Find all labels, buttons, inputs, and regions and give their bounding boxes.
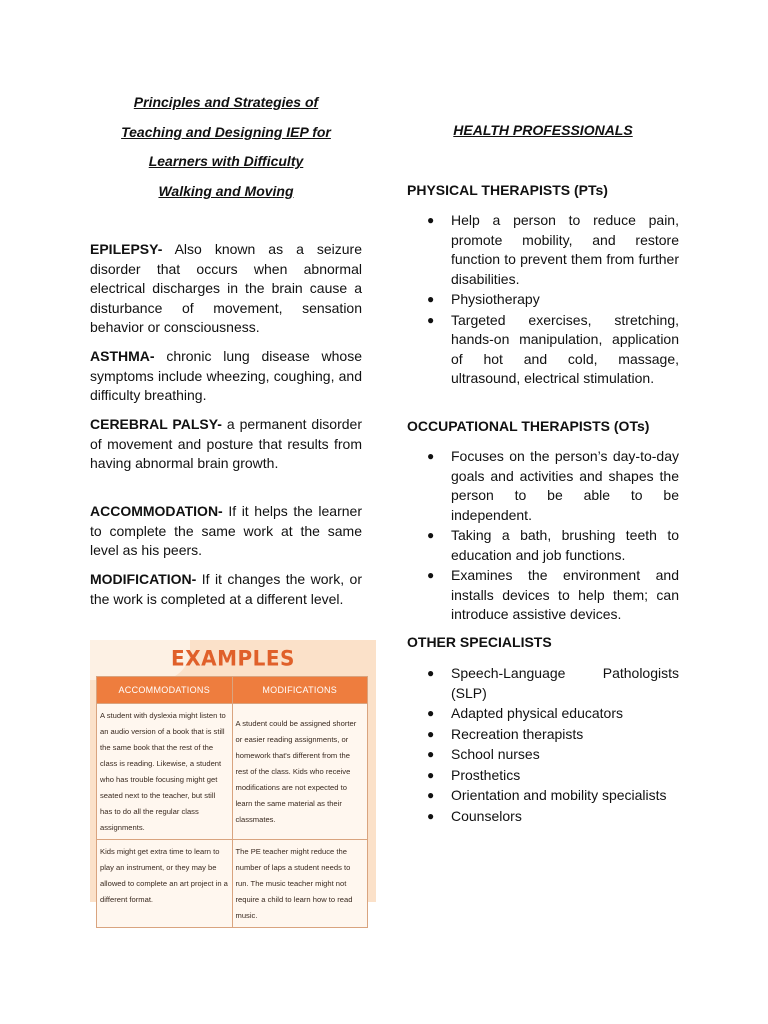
bullet-icon: ● <box>427 568 435 582</box>
bullet-icon: ● <box>427 767 435 782</box>
bullet-icon: ● <box>427 449 435 463</box>
list-item: ● Targeted exercises, stretching, hands-on manipulation, application of hot and cold, massage, ultrasound, electrical stimulation. <box>427 311 679 386</box>
bullet-icon: ● <box>427 726 435 741</box>
term-definition: If it changes the work, or the work is completed at a different level. <box>90 571 362 607</box>
doc-title-line-3: Learners with Difficulty <box>148 153 304 169</box>
term-modification <box>90 570 362 609</box>
bullet-icon: ● <box>427 788 435 802</box>
term-epilepsy <box>90 240 362 338</box>
section-heading-other-specialists: OTHER SPECIALISTS <box>407 634 552 650</box>
bullet-icon: ● <box>427 292 435 306</box>
accommodation-cell: Kids might get extra time to learn to play an instrument, or they may be allowed to complete an art project in a different format. <box>97 840 233 928</box>
term-label: CEREBRAL PALSY- <box>90 416 222 432</box>
list-item: ● Help a person to reduce pain, promote mobility, and restore function to prevent them from further disabilities. <box>427 212 679 287</box>
term-label: MODIFICATION- <box>90 571 197 587</box>
other-specialists-list <box>407 664 679 827</box>
list-item: ● Taking a bath, brushing teeth to education and job functions. <box>427 527 679 563</box>
header-accommodations: ACCOMMODATIONS <box>97 677 233 704</box>
bullet-icon: ● <box>427 312 435 327</box>
list-item: ● Speech-Language Pathologists (SLP) <box>427 665 679 701</box>
term-label: EPILEPSY- <box>90 241 163 257</box>
table-row <box>97 840 368 928</box>
examples-header-row <box>97 677 368 704</box>
section-heading-physical-therapists: PHYSICAL THERAPISTS (PTs) <box>407 182 608 198</box>
list-item: ● Examines the environment and installs devices to help them; can introduce assistive devices. <box>427 567 679 622</box>
term-accommodation <box>90 502 362 561</box>
modification-cell: A student could be assigned shorter or easier reading assignments, or homework that's different from the rest of the class. Kids who receive modifications are not expected to learn the same material as their classmates. <box>232 704 368 840</box>
term-definition: Also known as a seizure disorder that occurs when abnormal electrical discharges in the brain cause a disturbance of movement, sensation behavior or consciousness. <box>90 241 362 335</box>
bullet-icon: ● <box>427 808 435 823</box>
examples-title: EXAMPLES <box>171 645 295 671</box>
term-cerebral-palsy <box>90 415 362 474</box>
modification-cell: The PE teacher might reduce the number of laps a student needs to run. The music teacher might not require a child to learn how to read music. <box>232 840 368 928</box>
bullet-icon: ● <box>427 213 435 227</box>
doc-title-line-1: Principles and Strategies of <box>133 94 319 110</box>
occupational-therapists-list <box>407 447 679 626</box>
term-definition: a permanent disorder of movement and posture that results from having abnormal brain growth. <box>90 416 362 471</box>
list-item: ● Adapted physical educators <box>407 704 679 724</box>
list-item: ● School nurses <box>407 745 679 765</box>
list-item: ● Prosthetics <box>407 766 679 786</box>
header-modifications: MODIFICATIONS <box>232 677 368 704</box>
doc-title-line-4: Walking and Moving <box>158 183 294 199</box>
physical-therapists-list <box>407 211 679 390</box>
list-item: ● Orientation and mobility specialists <box>407 786 679 806</box>
table-row <box>97 704 368 840</box>
bullet-icon: ● <box>427 706 435 720</box>
term-label: ASTHMA- <box>90 348 155 364</box>
doc-title-line-2: Teaching and Designing IEP for <box>121 124 331 140</box>
list-item: ● Recreation therapists <box>407 725 679 745</box>
health-professionals-title: HEALTH PROFESSIONALS <box>453 122 633 138</box>
term-label: ACCOMMODATION- <box>90 503 223 519</box>
bullet-icon: ● <box>427 528 435 542</box>
examples-table <box>96 676 368 928</box>
term-definition: If it helps the learner to complete the same work at the same level as his peers. <box>90 503 362 558</box>
bullet-icon: ● <box>427 747 435 761</box>
bullet-icon: ● <box>427 666 435 680</box>
list-item: ● Counselors <box>407 807 679 827</box>
term-definition: chronic lung disease whose symptoms include wheezing, coughing, and difficulty breathing. <box>90 348 362 403</box>
accommodation-cell: A student with dyslexia might listen to an audio version of a book that is still the same book that the rest of the class is reading. Likewise, a student who has trouble focusing might get seated next to the teacher, but still has to do all the regular class assignments. <box>97 704 233 840</box>
list-item: ● Focuses on the person’s day-to-day goals and activities and shapes the person to be able to be independent. <box>427 448 679 523</box>
section-heading-occupational-therapists: OCCUPATIONAL THERAPISTS (OTs) <box>407 418 650 434</box>
term-asthma <box>90 347 362 406</box>
list-item: ● Physiotherapy <box>407 290 679 310</box>
examples-figure <box>90 640 376 920</box>
